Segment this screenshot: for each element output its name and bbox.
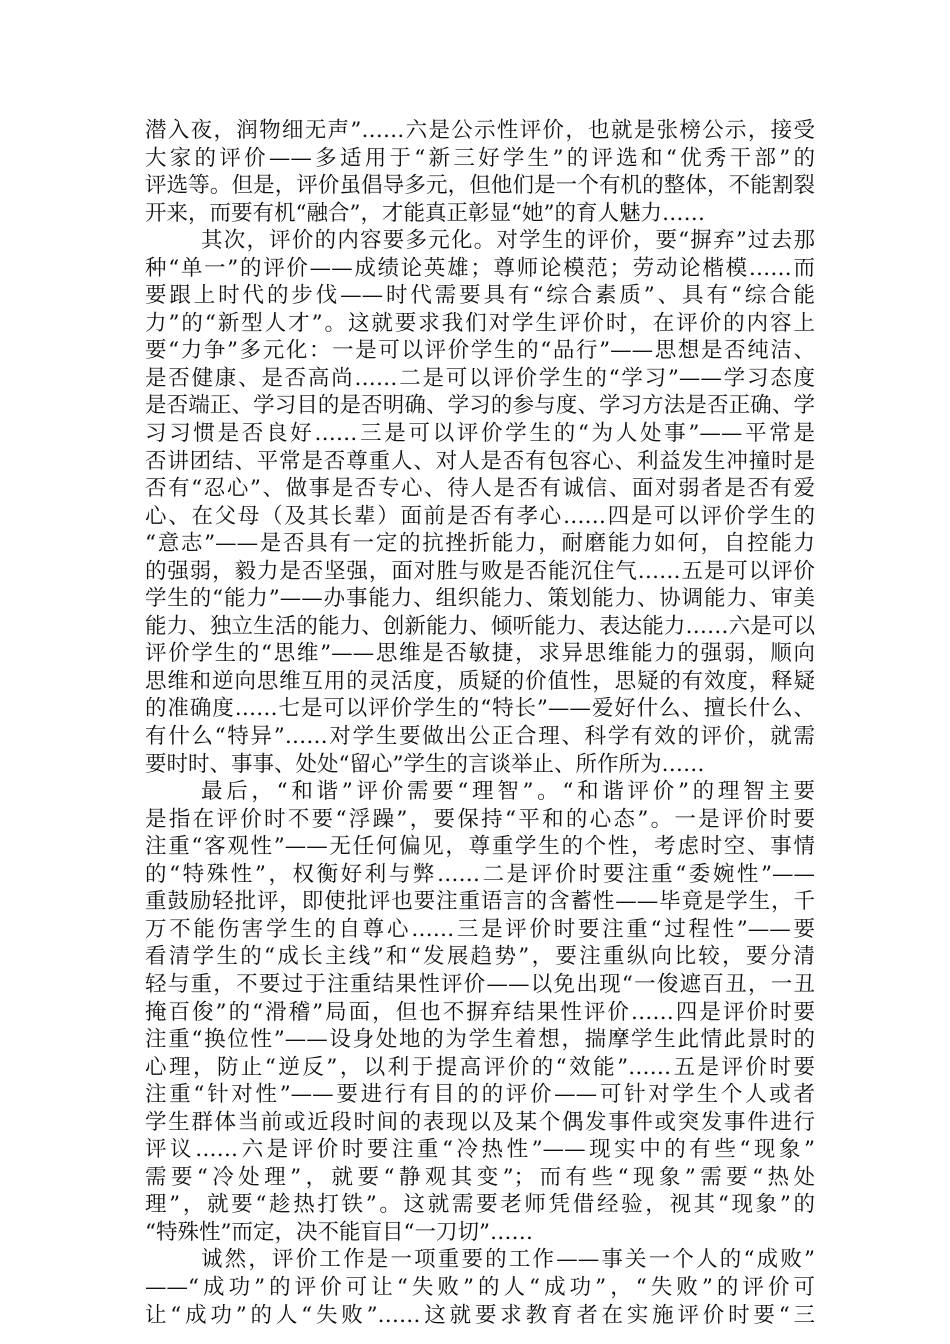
text-line: 看清学生的“成长主线”和“发展趋势”，要注重纵向比较，要分清 — [145, 944, 815, 970]
text-line: 其次，评价的内容要多元化。对学生的评价，要“摒弃”过去那 — [201, 228, 815, 254]
text-line: 开来，而要有机“融合”，才能真正彰显“她”的育人魅力…… — [145, 200, 705, 226]
text-line: 有什么“特异”……对学生要做出公正合理、科学有效的评价，就需 — [145, 724, 815, 750]
text-line: 评价学生的“思维”——思维是否敏捷，求异思维能力的强弱，顺向 — [145, 641, 815, 667]
text-line: 力”的“新型人才”。这就要求我们对学生评价时，在评价的内容上 — [145, 310, 815, 336]
text-line: 要跟上时代的步伐——时代需要具有“综合素质”、具有“综合能 — [145, 283, 815, 309]
text-line: 评议……六是评价时要注重“冷热性”——现实中的有些“现象” — [145, 1137, 815, 1163]
text-line: 注重“针对性”——要进行有目的的评价——可针对学生个人或者 — [145, 1082, 815, 1108]
text-line: 轻与重，不要过于注重结果性评价——以免出现“一俊遮百丑，一丑 — [145, 971, 815, 997]
text-line: 习习惯是否良好……三是可以评价学生的“为人处事”——平常是 — [145, 421, 815, 447]
text-line: 学生的“能力”——办事能力、组织能力、策划能力、协调能力、审美 — [145, 586, 815, 612]
text-line: 让“成功”的人“失败”……这就要求教育者在实施评价时要“三 — [145, 1302, 815, 1328]
text-line: 是否健康、是否高尚……二是可以评价学生的“学习”——学习态度 — [145, 365, 815, 391]
text-line: 最后，“和谐”评价需要“理智”。“和谐评价”的理智主要 — [201, 779, 815, 805]
text-line: 要“力争”多元化：一是可以评价学生的“品行”——思想是否纯洁、 — [145, 338, 815, 364]
text-line: 掩百俊”的“滑稽”局面，但也不摒弃结果性评价……四是评价时要 — [145, 999, 815, 1025]
text-line: 评选等。但是，评价虽倡导多元，但他们是一个有机的整体，不能割裂 — [145, 173, 815, 199]
text-line: 能力、独立生活的能力、创新能力、倾听能力、表达能力……六是可以 — [145, 613, 815, 639]
text-line: 否有“忍心”、做事是否专心、待人是否有诚信、面对弱者是否有爱 — [145, 476, 815, 502]
text-line: 潜入夜，润物细无声”……六是公示性评价，也就是张榜公示，接受 — [145, 118, 815, 143]
text-line: 重鼓励轻批评，即使批评也要注重语言的含蓄性——毕竟是学生，千 — [145, 889, 815, 915]
text-line: 的“特殊性”，权衡好利与弊……二是评价时要注重“委婉性”—— — [145, 861, 815, 887]
text-line: 需要“冷处理”，就要“静观其变”；而有些“现象”需要“热处 — [145, 1164, 815, 1190]
text-line: 是指在评价时不要“浮躁”，要保持“平和的心态”。一是评价时要 — [145, 806, 815, 832]
text-line: 种“单一”的评价——成绩论英雄；尊师论模范；劳动论楷模……而 — [145, 255, 815, 281]
text-line: “特殊性”而定，决不能盲目“一刀切”…… — [145, 1219, 533, 1245]
text-line: 万不能伤害学生的自尊心……三是评价时要注重“过程性”——要 — [145, 916, 815, 942]
text-line: 否讲团结、平常是否尊重人、对人是否有包容心、利益发生冲撞时是 — [145, 448, 815, 474]
text-line: “意志”——是否具有一定的抗挫折能力，耐磨能力如何，自控能力 — [145, 531, 815, 557]
text-line: 思维和逆向思维互用的灵活度，质疑的价值性，思疑的有效度，释疑 — [145, 668, 815, 694]
text-line: 大家的评价——多适用于“新三好学生”的评选和“优秀干部”的 — [145, 145, 815, 171]
text-line: 的强弱，毅力是否坚强，面对胜与败是否能沉住气……五是可以评价 — [145, 558, 815, 584]
text-line: 注重“客观性”——无任何偏见，尊重学生的个性，考虑时空、事情 — [145, 834, 815, 860]
text-line: 注重“换位性”——设身处地的为学生着想，揣摩学生此情此景时的 — [145, 1027, 815, 1053]
text-line: 理”，就要“趁热打铁”。这就需要老师凭借经验，视其“现象”的 — [145, 1192, 815, 1218]
text-line: 的准确度……七是可以评价学生的“特长”——爱好什么、擅长什么、 — [145, 696, 815, 722]
text-line: 学生群体当前或近段时间的表现以及某个偶发事件或突发事件进行 — [145, 1109, 815, 1135]
text-line: ——“成功”的评价可让“失败”的人“成功”，“失败”的评价可 — [145, 1274, 815, 1300]
text-line: 心、在父母（及其长辈）面前是否有孝心……四是可以评价学生的 — [145, 503, 815, 529]
text-line: 心理，防止“逆反”，以利于提高评价的“效能”……五是评价时要 — [145, 1054, 815, 1080]
text-line: 要时时、事事、处处“留心”学生的言谈举止、所作所为…… — [145, 751, 705, 777]
text-line: 是否端正、学习目的是否明确、学习的参与度、学习方法是否正确、学 — [145, 393, 815, 419]
text-line: 诚然，评价工作是一项重要的工作——事关一个人的“成败” — [201, 1247, 815, 1273]
body-text — [145, 117, 815, 1329]
